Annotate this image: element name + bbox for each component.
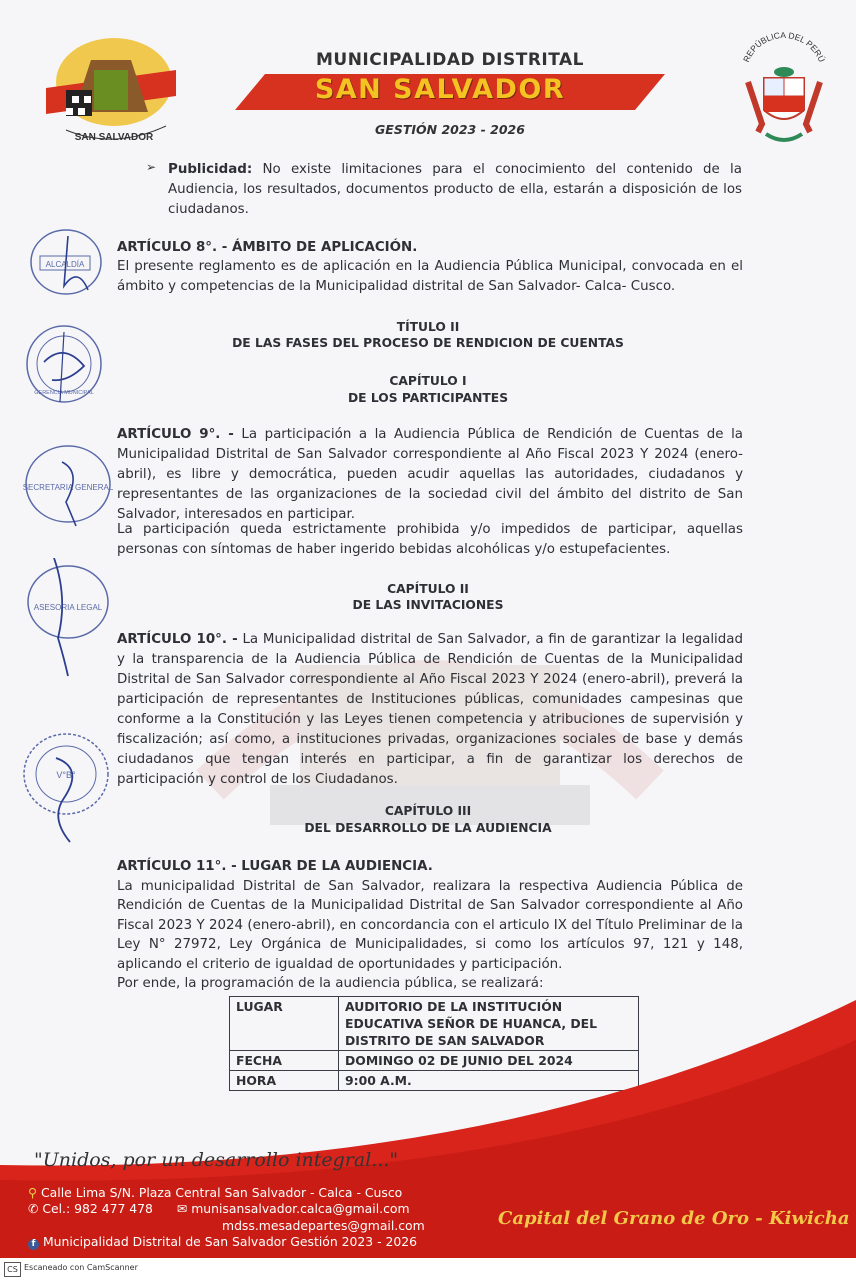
gestion-period: GESTIÓN 2023 - 2026 <box>375 122 525 137</box>
facebook-icon: f <box>28 1239 39 1250</box>
art9-paragraph <box>117 425 743 525</box>
schedule-value: 9:00 A.M. <box>339 1071 639 1091</box>
cap3-line2: DEL DESARROLLO DE LA AUDIENCIA <box>304 821 552 835</box>
phone-icon: ✆ <box>28 1201 39 1216</box>
camscanner-icon: CS <box>4 1262 21 1277</box>
footer-email2: mdss.mesadepartes@gmail.com <box>222 1218 425 1233</box>
schedule-key: FECHA <box>230 1051 339 1071</box>
mail-icon: ✉ <box>176 1201 188 1216</box>
footer-address-line <box>28 1185 402 1200</box>
bullet-arrow-icon: ➢ <box>146 160 157 174</box>
footer-email1: munisansalvador.calca@gmail.com <box>191 1201 410 1216</box>
art11-heading: ARTÍCULO 11°. - LUGAR DE LA AUDIENCIA. <box>117 859 433 874</box>
municipality-name: SAN SALVADOR <box>314 74 566 105</box>
logo-right-text: REPÚBLICA DEL PERÚ <box>740 29 828 64</box>
peru-coat-of-arms-icon <box>736 28 832 150</box>
footer-phone: Cel.: 982 477 478 <box>42 1201 153 1216</box>
slogan: "Unidos, por un desarrollo integral..." <box>34 1149 399 1171</box>
municipal-logo-icon <box>36 30 186 148</box>
art10-label: ARTÍCULO 10°. - <box>117 632 238 647</box>
cap2-line2: DE LAS INVITACIONES <box>352 598 504 612</box>
art8-text: El presente reglamento es de aplicación en la Audiencia Pública Municipal, convocada en el ámbito y competencias de la Municipalidad distrital de San Salvador- Calca- Cusco. <box>117 259 743 294</box>
capital-slogan: Capital del Grano de Oro - Kiwicha <box>498 1208 850 1229</box>
gerencia-stamp <box>24 322 106 406</box>
publicidad-paragraph <box>168 160 742 220</box>
stamp-text: V°B° <box>56 770 76 780</box>
alcaldia-stamp <box>28 226 106 298</box>
footer-address: Calle Lima S/N. Plaza Central San Salvador - Calca - Cusco <box>41 1185 403 1200</box>
cap2-line1: CAPÍTULO II <box>387 582 469 596</box>
footer-contact-line <box>28 1201 410 1216</box>
art11-text: La municipalidad Distrital de San Salvador, realizara la respectiva Audiencia Pública de Rendición de Cuentas de la Municipalidad Distrital de San Salvador correspondiente al Año Fiscal 2023 Y 2024 (enero-abril), en concordancia con el articulo IX del Título Preliminar de la Ley N° 27972, Ley Orgánica de Municipalidades, si como los artículos 97, 121 y 148, aplicando el criterio de igualdad de oportunidades y participación. <box>117 879 743 972</box>
schedule-key: LUGAR <box>230 997 339 1051</box>
location-pin-icon: ⚲ <box>28 1185 38 1200</box>
publicidad-text: No existe limitaciones para el conocimiento del contenido de la Audiencia, los resultados, documentos producto de ella, estarán a disposición de los ciudadanos. <box>168 162 742 217</box>
publicidad-label: Publicidad: <box>168 162 253 177</box>
art10-text: La Municipalidad distrital de San Salvador, a fin de garantizar la legalidad y la transparencia de la Audiencia Pública de Rendición de Cuentas de la Municipalidad Distrital de San Salvador correspondiente al Año Fiscal 2023 Y 2024 (enero-abril), preverá la participación de representantes de Instituciones públicas, comunidades campesinas que conforme a la Constitución y las Leyes tienen competencia y atribuciones de supervisión y fiscalización; así como, a instituciones privadas, organizaciones sociales de base y demás ciudadanos que tengan interés en participar, a fin de garantizar los derechos de participación y control de los Ciudadanos. <box>117 632 743 787</box>
titulo2-line1: TÍTULO II <box>396 320 460 334</box>
art10-paragraph <box>117 630 743 790</box>
titulo2-line2: DE LAS FASES DEL PROCESO DE RENDICION DE CUENTAS <box>232 336 624 350</box>
svg-text:REPÚBLICA DEL PERÚ <box>741 30 827 64</box>
municipality-title: MUNICIPALIDAD DISTRITAL <box>315 50 585 70</box>
art9-label: ARTÍCULO 9°. - <box>117 427 234 442</box>
schedule-value: AUDITORIO DE LA INSTITUCIÓN EDUCATIVA SEÑOR DE HUANCA, DEL DISTRITO DE SAN SALVADOR <box>339 997 639 1051</box>
logo-left-text: SAN SALVADOR <box>74 132 154 143</box>
footer-facebook: Municipalidad Distrital de San Salvador Gestión 2023 - 2026 <box>42 1234 418 1249</box>
stamp-text: ALCALDÍA <box>45 260 85 269</box>
asesoria-stamp <box>24 558 114 678</box>
art9-text2: La participación queda estrictamente prohibida y/o impedidos de participar, aquellas personas con síntomas de haber ingerido bebidas alcohólicas y/o estupefacientes. <box>117 522 743 557</box>
stamp-text: GERENCIA MUNICIPAL <box>34 390 94 396</box>
stamp-text: SECRETARIA GENERAL <box>22 483 114 492</box>
art9-text: La participación a la Audiencia Pública de Rendición de Cuentas de la Municipalidad Distrital de San Salvador correspondiente al Año Fiscal 2023 Y 2024 (enero-abril), es libre y democrática, pueden acudir aquellas las autoridades, ciudadanos y representantes de las organizaciones de la sociedad civil del ámbito del distrito de San Salvador, interesados en participar. <box>117 427 743 522</box>
vobo-stamp <box>20 728 116 844</box>
art8-heading: ARTÍCULO 8°. - ÁMBITO DE APLICACIÓN. <box>117 240 418 255</box>
cap3-line1: CAPÍTULO III <box>384 804 472 818</box>
footer-facebook-line <box>28 1234 417 1250</box>
scanner-text: Escaneado con CamScanner <box>24 1263 138 1272</box>
stamp-text: ASESORIA LEGAL <box>33 603 103 612</box>
secretaria-stamp <box>22 442 116 528</box>
cap1-line1: CAPÍTULO I <box>389 374 467 388</box>
art11-text2: Por ende, la programación de la audiencia pública, se realizará: <box>117 976 544 991</box>
cap1-line2: DE LOS PARTICIPANTES <box>347 391 509 405</box>
schedule-value: DOMINGO 02 DE JUNIO DEL 2024 <box>339 1051 639 1071</box>
schedule-key: HORA <box>230 1071 339 1091</box>
